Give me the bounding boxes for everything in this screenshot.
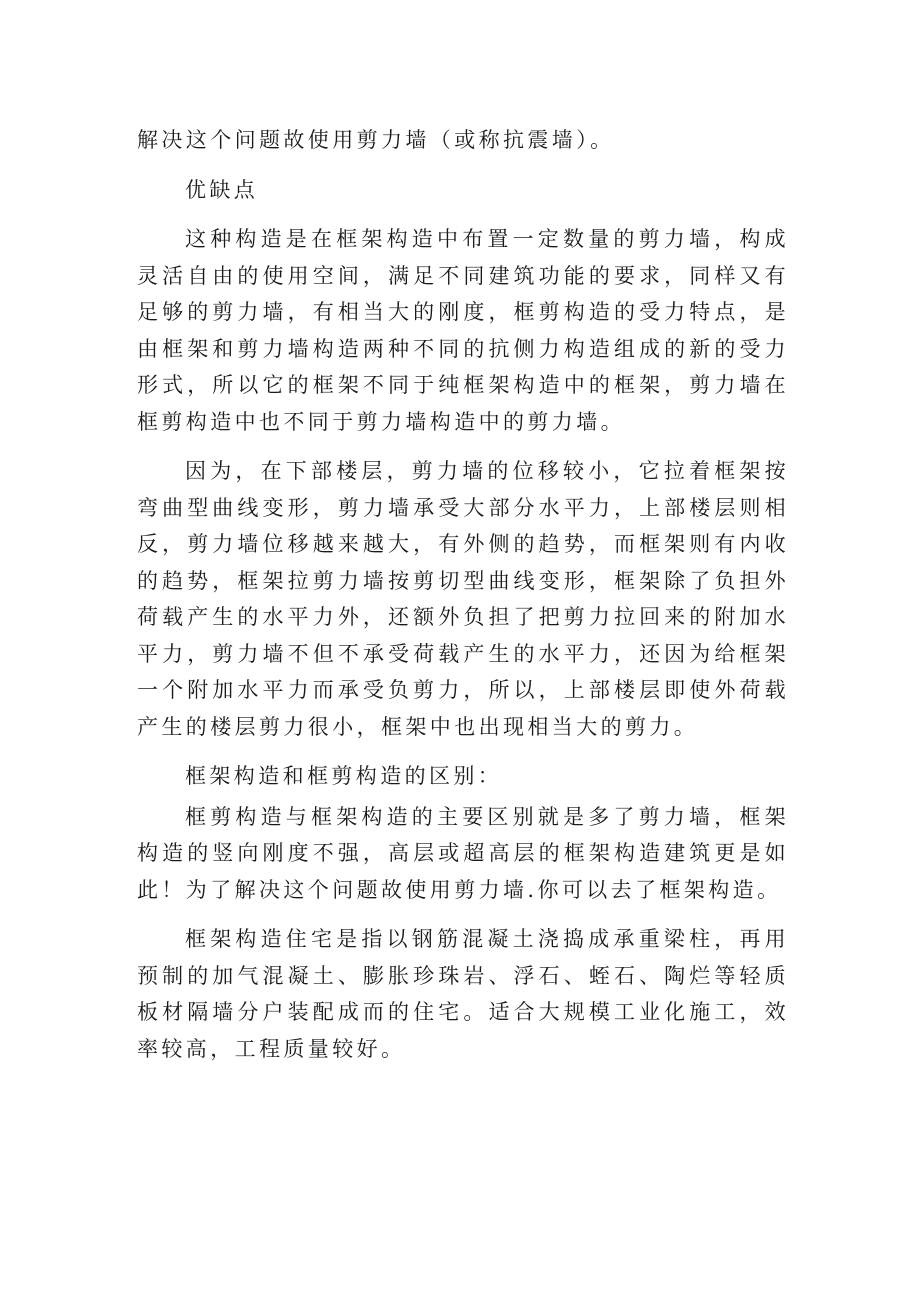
paragraph-continuation: 解决这个问题故使用剪力墙（或称抗震墙）。 — [137, 128, 615, 152]
heading-pros-cons: 优缺点 — [185, 177, 259, 202]
paragraph-lateral-force-explanation: 因为，在下部楼层，剪力墙的位移较小，它拉着框架按弯曲型曲线变形，剪力墙承受大部分水平力，上部楼层则相反，剪力墙位移越来越大，有外侧的趋势，而框架则有内收的趋势，框架拉剪力墙按剪切型曲线变形，框架除了负担外荷载产生的水平力外，还额外负担了把剪力拉回来的附加水平力，剪力墙不但不承受荷载产生的水平力，还因为给框架一个附加水平力而承受负剪力，所以，上部楼层即使外荷载产生的楼层剪力很小，框架中也出现相当大的剪力。 — [137, 459, 789, 739]
heading-differences: 框架构造和框剪构造的区别： — [185, 764, 503, 788]
document-body — [137, 122, 789, 1080]
paragraph-main-difference: 框剪构造与框架构造的主要区别就是多了剪力墙，框架构造的竖向刚度不强，高层或超高层的框架构造建筑更是如此！为了解决这个问题故使用剪力墙.你可以去了框架构造。 — [137, 804, 789, 902]
paragraph-structure-description: 这种构造是在框架构造中布置一定数量的剪力墙，构成灵活自由的使用空间，满足不同建筑功能的要求，同样又有足够的剪力墙，有相当大的刚度，框剪构造的受力特点，是由框架和剪力墙构造两种不同的抗侧力构造组成的新的受力形式，所以它的框架不同于纯框架构造中的框架，剪力墙在框剪构造中也不同于剪力墙构造中的剪力墙。 — [137, 227, 789, 434]
paragraph-frame-housing: 框架构造住宅是指以钢筋混凝土浇捣成承重梁柱，再用预制的加气混凝土、膨胀珍珠岩、浮石、蛭石、陶烂等轻质板材隔墙分户装配成而的住宅。适合大规模工业化施工，效率较高，工程质量较好。 — [137, 927, 789, 1061]
